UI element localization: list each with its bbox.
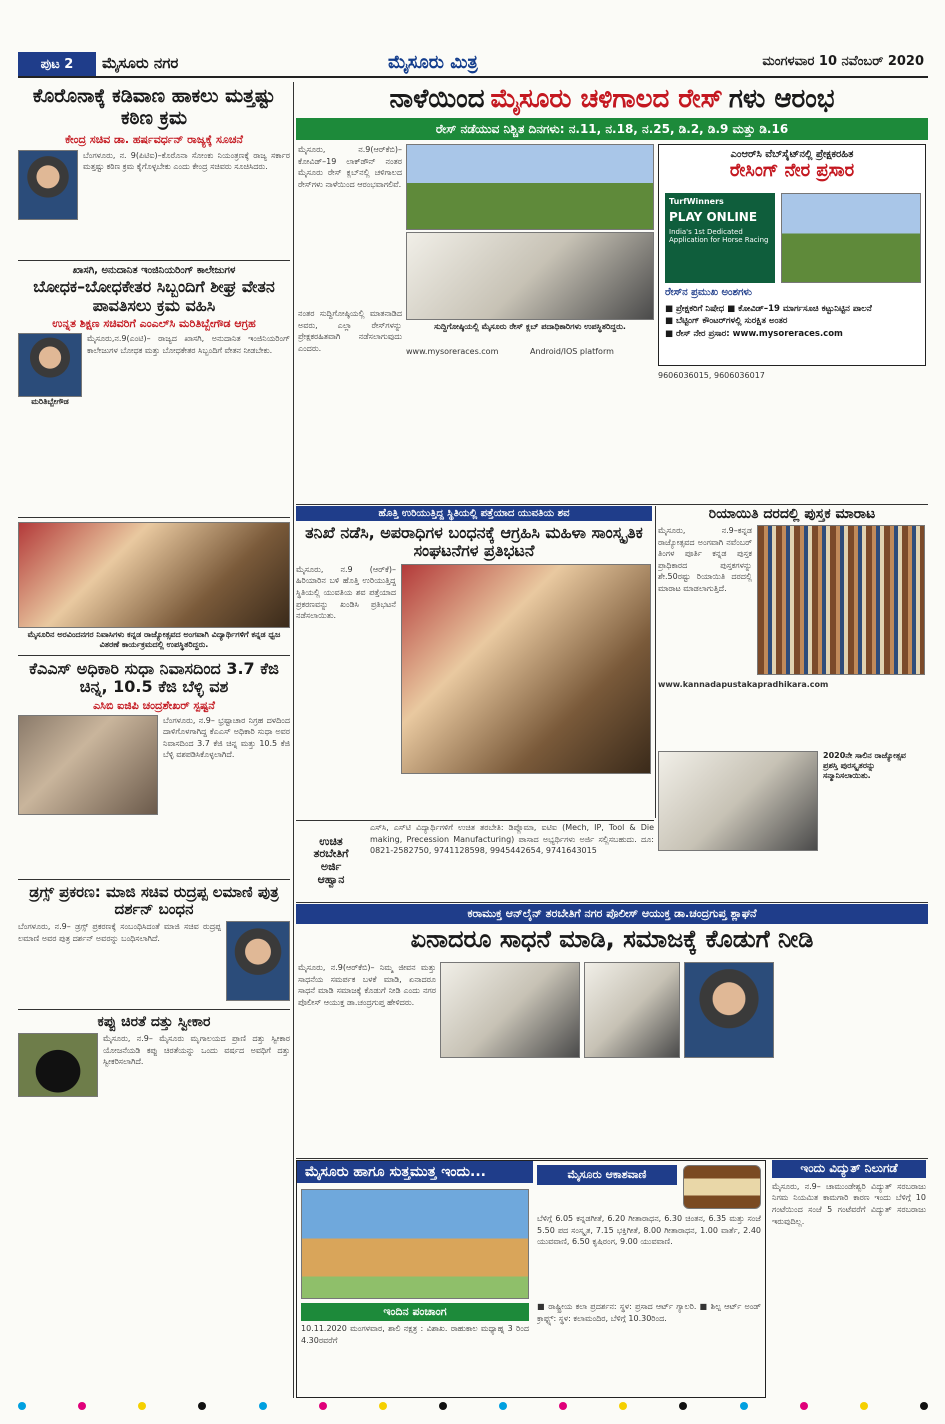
protest-photo — [401, 564, 651, 774]
training-title-line: ಅರ್ಜಿ — [320, 860, 342, 873]
mla-photo-caption: ಮರಿತಿಬ್ಬೇಗೌಡ — [31, 396, 69, 406]
newspaper-name: ಮೈಸೂರು ಮಿತ್ರ — [388, 52, 478, 73]
registration-dot — [319, 1402, 327, 1410]
panther-headline: ಕಪ್ಪು ಚಿರತೆ ದತ್ತು ಸ್ವೀಕಾರ — [97, 1014, 211, 1031]
events-body: ■ ರಾಷ್ಟ್ರೀಯ ಕಲಾ ಪ್ರದರ್ಶನ: ಸ್ಥಳ: ಪ್ರಸಾದ ಆರ್ಟ್ ಗ್ಯಾಲರಿ. ■ ಶಿಲ್ಪ ಆರ್ಟ್ ಅಂಡ್ ಕ್ರಾಫ್ಟ್ಸ್: ಸ್ಥಳ: ಕಲಾಮಂದಿರ, ಬೆಳಿಗ್ಗೆ 10.30ರಿಂದ. — [537, 1302, 761, 1323]
protest-body: ಮೈಸೂರು, ನ.9 (ಆರ್‌ಕೆ)– ಹಿರಿಯಾರಿನ ಬಳಿ ಹೊತ್ತಿ ಉರಿಯುತ್ತಿದ್ದ ಸ್ಥಿತಿಯಲ್ಲಿ ಯುವತಿಯ ಶವ ಪತ್ತೆಯಾದ ಪ್ರಕರಣವನ್ನು ಖಂಡಿಸಿ ಪ್ರತಿಭಟನೆ ನಡೆಸಲಾಯಿತು. — [296, 564, 396, 621]
race-app-label: Android/IOS platform — [530, 347, 614, 356]
training-title-line: ತರಬೇತಿಗೆ — [313, 847, 349, 861]
race-press-meet-photo — [406, 232, 654, 320]
training-title-line: ಆಹ್ವಾನ — [317, 872, 345, 886]
award-caption: 2020ನೇ ಸಾಲಿನ ರಾಜ್ಯೋತ್ಸವ ಪ್ರಶಸ್ತಿ ಪುರಸ್ಕೃತರನ್ನು ಸನ್ಮಾನಿಸಲಾಯಿತು. — [823, 750, 906, 781]
issue-date: ಮಂಗಳವಾರ 10 ನವೆಂಬರ್ 2020 — [762, 54, 924, 69]
teachers-headline: ಬೋಧಕ–ಬೋಧಕೇತರ ಸಿಬ್ಬಂದಿಗೆ ಶೀಘ್ರ ವೇತನ ಪಾವತಿಸಲು ಕ್ರಮ ವಹಿಸಿ — [33, 277, 275, 315]
training-body: ಎಸ್‌ಸಿ, ಎಸ್‌ಟಿ ವಿದ್ಯಾರ್ಥಿಗಳಿಗೆ ಉಚಿತ ತರಬೇತಿ: ಡಿಪ್ಲೊಮಾ, ಐಟಿಐ (Mech, IP, Tool & Die making, Precession Manufacturing) ಪಾಸಾದ ಅಭ್ಯರ್ಥಿಗಳು ಅರ್ಜಿ ಸಲ್ಲಿಸಬಹುದು. ದೂ: 0821-2582750, 9741128598, 9945442654, 9741643015 — [370, 823, 654, 856]
race-contact: 9606036015, 9606036017 — [658, 371, 765, 380]
radio-title: ಮೈಸೂರು ಆಕಾಶವಾಣಿ — [537, 1165, 677, 1185]
corona-headline: ಕೊರೊನಾಕ್ಕೆ ಕಡಿವಾಣ ಹಾಕಲು ಮತ್ತಷ್ಟು ಕಠಿಣ ಕ್ರಮ — [32, 85, 276, 129]
power-cut-box — [772, 1160, 926, 1398]
minister-photo — [18, 150, 78, 220]
registration-dot — [379, 1402, 387, 1410]
race-headline-part-a: ನಾಳೆಯಿಂದ — [389, 83, 485, 114]
race-feature-item: ■ ಪ್ರೇಕ್ಷಕರಿಗೆ ನಿಷೇಧ ■ ಕೋವಿಡ್–19 ಮಾರ್ಗಸೂಚಿ ಕಟ್ಟುನಿಟ್ಟಿನ ಪಾಲನೆ — [665, 304, 872, 314]
turfwinners-tagline: India's 1st Dedicated Application for Horse Racing — [669, 228, 769, 244]
race-web-line: www.mysoreraces.com — [406, 347, 499, 356]
race-feature-item: ■ ರೇಸ್ ನೇರ ಪ್ರಸಾರ: www.mysoreraces.com — [665, 328, 843, 339]
police-photo-2 — [584, 962, 680, 1058]
books-headline: ರಿಯಾಯಿತಿ ದರದಲ್ಲಿ ಪುಸ್ತಕ ಮಾರಾಟ — [708, 506, 876, 522]
corona-body: ಬೆಂಗಳೂರು, ನ. 9(ಪಿಟಿಐ)–ಕೊರೊನಾ ಸೋಂಕು ನಿಯಂತ್ರಣಕ್ಕೆ ರಾಜ್ಯ ಸರ್ಕಾರ ಮತ್ತಷ್ಟು ಕಠಿಣ ಕ್ರಮ ಕೈಗೊಳ್ಳಬೇಕು ಎಂದು ಕೇಂದ್ರ ಸಚಿವರು ಸೂಚಿಸಿದರು. — [83, 150, 290, 172]
police-body: ಮೈಸೂರು, ನ.9(ಆರ್‌ಕೆಬಿ)– ನಿಮ್ಮ ಜೀವನ ಮತ್ತು ಸಾಧನೆಯ ಸಮರ್ಪಕ ಬಳಕೆ ಮಾಡಿ, ಏನಾದರೂ ಸಾಧನೆ ಮಾಡಿ ಸಮಾಜಕ್ಕೆ ಕೊಡುಗೆ ನೀಡಿ ಎಂದು ನಗರ ಪೊಲೀಸ್ ಆಯುಕ್ತ ಡಾ.ಚಂದ್ರಗುಪ್ತ ಹೇಳಿದರು. — [298, 963, 436, 1007]
protest-headline: ತನಿಖೆ ನಡೆಸಿ, ಅಪರಾಧಿಗಳ ಬಂಧನಕ್ಕೆ ಆಗ್ರಹಿಸಿ ಮಹಿಳಾ ಸಾಂಸ್ಕೃತಿಕ ಸಂಘಟನೆಗಳ ಪ್ರತಿಭಟನೆ — [305, 523, 643, 561]
registration-dot — [860, 1402, 868, 1410]
race-poster-photo — [406, 144, 654, 230]
race-features-title: ರೇಸ್‌ನ ಪ್ರಮುಖ ಅಂಶಗಳು — [665, 287, 752, 298]
kas-headline: ಕೆಎಎಸ್ ಅಧಿಕಾರಿ ಸುಧಾ ನಿವಾಸದಿಂದ 3.7 ಕೆಜಿ ಚಿನ್ನ, 10.5 ಕೆಜಿ ಬೆಳ್ಳಿ ವಶ — [29, 658, 279, 697]
power-cut-title: ಇಂದು ವಿದ್ಯುತ್ ನಿಲುಗಡೆ — [772, 1160, 926, 1178]
radio-icon — [683, 1165, 761, 1209]
turfwinners-ad — [665, 193, 775, 283]
registration-dot — [198, 1402, 206, 1410]
registration-dot — [18, 1402, 26, 1410]
race-ad-box — [658, 144, 926, 366]
police-kicker: ಕರಾಮುಕ್ತ ಆನ್‌ಲೈನ್ ತರಬೇತಿಗೆ ನಗರ ಪೊಲೀಸ್ ಆಯುಕ್ತ ಡಾ.ಚಂದ್ರಗುಪ್ತ ಶ್ಲಾಘನೆ — [296, 904, 928, 924]
training-title-line: ಉಚಿತ — [319, 834, 343, 848]
registration-dot — [439, 1402, 447, 1410]
race-ad-title-small: ಎಂಆರ್‌ಸಿ ವೆಬ್‌ಸೈಟ್‌ನಲ್ಲಿ ಪ್ರೇಕ್ಷಕರಹಿತ — [730, 149, 854, 160]
race-features-list — [665, 303, 921, 340]
turfwinners-brand: TurfWinners — [669, 197, 724, 206]
kas-subhead: ಎಸಿಬಿ ಐಜಿಪಿ ಚಂದ್ರಶೇಖರ್ ಸ್ಪಷ್ಟನೆ — [93, 698, 215, 712]
left-column — [18, 82, 290, 1400]
raid-photo — [18, 715, 158, 815]
protest-story — [296, 506, 652, 818]
police-photo-1 — [440, 962, 580, 1058]
registration-dots — [18, 1400, 928, 1412]
race-headline-part-b: ಮೈಸೂರು ಚಳಿಗಾಲದ ರೇಸ್ — [490, 83, 723, 114]
panchanga-body: 10.11.2020 ಮಂಗಳವಾರ, ಶಾಲಿ ನಕ್ಷತ್ರ : ವಿಶಾಖ. ರಾಹುಕಾಲ ಮಧ್ಯಾಹ್ನ 3 ರಿಂದ 4.30ರವರೆಗೆ — [301, 1324, 529, 1345]
panther-body: ಮೈಸೂರು, ನ.9– ಮೈಸೂರು ಮೃಗಾಲಯದ ಪ್ರಾಣಿ ದತ್ತು ಸ್ವೀಕಾರ ಯೋಜನೆಯಡಿ ಕಪ್ಪು ಚಿರತೆಯನ್ನು ಒಂದು ವರ್ಷದ ಅವಧಿಗೆ ದತ್ತು ಸ್ವೀಕರಿಸಲಾಗಿದೆ. — [103, 1034, 290, 1067]
drugs-headline: ಡ್ರಗ್ಸ್ ಪ್ರಕರಣ: ಮಾಜಿ ಸಚಿವ ರುದ್ರಪ್ಪ ಲಮಾಣಿ ಪುತ್ರ ದರ್ಶನ್ ಬಂಧನ — [29, 882, 279, 918]
registration-dot — [619, 1402, 627, 1410]
registration-dot — [259, 1402, 267, 1410]
rajyotsava-photo — [18, 522, 290, 628]
jockey-photo — [781, 193, 921, 283]
darshan-photo — [226, 921, 290, 1001]
rajyotsava-caption: ಮೈಸೂರಿನ ಅರವಿಂದನಗರ ನಿವಾಸಿಗಳು ಕನ್ನಡ ರಾಜ್ಯೋತ್ಸವದ ಅಂಗವಾಗಿ ವಿದ್ಯಾರ್ಥಿಗಳಿಗೆ ಕನ್ನಡ ಧ್ವಜ ವಿತರಣೆ ಕಾರ್ಯಕ್ರಮದಲ್ಲಿ ಉಪಸ್ಥಿತರಿದ್ದರು. — [27, 629, 281, 650]
power-cut-body: ಮೈಸೂರು, ನ.9– ಚಾಮುಂಡೇಶ್ವರಿ ವಿದ್ಯುತ್ ಸರಬರಾಜು ನಿಗಮ ನಿಯಮಿತ ಕಾಮಗಾರಿ ಕಾರಣ ಇಂದು ಬೆಳಿಗ್ಗೆ 10 ಗಂಟೆಯಿಂದ ಸಂಜೆ 5 ಗಂಟೆವರೆಗೆ ವಿದ್ಯುತ್ ಸರಬರಾಜು ಇರುವುದಿಲ್ಲ. — [772, 1181, 926, 1226]
protest-kicker: ಹೊತ್ತಿ ಉರಿಯುತ್ತಿದ್ದ ಸ್ಥಿತಿಯಲ್ಲಿ ಪತ್ತೆಯಾದ ಯುವತಿಯ ಶವ — [296, 506, 652, 521]
books-site: www.kannadapustakapradhikara.com — [658, 680, 829, 690]
registration-dot — [138, 1402, 146, 1410]
today-box — [296, 1160, 766, 1398]
section-name: ಮೈಸೂರು ನಗರ — [102, 54, 179, 72]
books-story — [658, 506, 926, 900]
kas-body: ಬೆಂಗಳೂರು, ನ.9– ಭ್ರಷ್ಟಾಚಾರ ನಿಗ್ರಹ ದಳದಿಂದ ದಾಳಿಗೊಳಗಾಗಿದ್ದ ಕೆಎಎಸ್ ಅಧಿಕಾರಿ ಸುಧಾ ಅವರ ನಿವಾಸದಿಂದ 3.7 ಕೆಜಿ ಚಿನ್ನ ಮತ್ತು 10.5 ಕೆಜಿ ಬೆಳ್ಳಿ ವಶಪಡಿಸಿಕೊಳ್ಳಲಾಗಿದೆ. — [163, 715, 290, 760]
books-body: ಮೈಸೂರು, ನ.9–ಕನ್ನಡ ರಾಜ್ಯೋತ್ಸವದ ಅಂಗವಾಗಿ ನವೆಂಬರ್ ತಿಂಗಳ ಪೂರ್ತಿ ಕನ್ನಡ ಪುಸ್ತಕ ಪ್ರಾಧಿಕಾರದ ಪುಸ್ತಕಗಳನ್ನು ಶೇ.50ರಷ್ಟು ರಿಯಾಯಿತಿ ದರದಲ್ಲಿ ಮಾರಾಟ ಮಾಡಲಾಗುತ್ತಿದೆ. — [658, 526, 752, 594]
turfwinners-play-online: PLAY ONLINE — [669, 210, 758, 224]
training-title — [296, 822, 366, 900]
registration-dot — [800, 1402, 808, 1410]
page-number-badge: ಪುಟ 2 — [18, 52, 96, 76]
bookstall-photo — [757, 525, 925, 675]
radio-body: ಬೆಳಿಗ್ಗೆ 6.05 ಕನ್ನಡಗೀತೆ, 6.20 ಗೀತಾರಾಧನ, 6.30 ಚಿಂತನ, 6.35 ಮತ್ತು ಸಂಜೆ 5.50 ಪದ ಸಂಸ್ಕೃತ, 7.15 ಭಕ್ತಿಗೀತೆ, 8.00 ಗೀತಾರಾಧನ, 1.00 ವಾರ್ತೆ, 2.40 ಯುವವಾಣಿ, 6.50 ಕೃಷಿರಂಗ, 9.00 ಯುವವಾಣಿ. — [537, 1214, 761, 1247]
masthead — [18, 48, 928, 78]
police-headline: ಏನಾದರೂ ಸಾಧನೆ ಮಾಡಿ, ಸಮಾಜಕ್ಕೆ ಕೊಡುಗೆ ನೀಡಿ — [410, 925, 814, 953]
mla-photo — [18, 333, 82, 397]
registration-dot — [920, 1402, 928, 1410]
registration-dot — [740, 1402, 748, 1410]
award-photo — [658, 751, 818, 851]
race-dates-bar: ರೇಸ್ ನಡೆಯುವ ನಿಶ್ಚಿತ ದಿನಗಳು: ನ.11, ನ.18, ನ.25, ಡಿ.2, ಡಿ.9 ಮತ್ತು ಡಿ.16 — [296, 118, 928, 140]
registration-dot — [679, 1402, 687, 1410]
race-ad-title-big: ರೇಸಿಂಗ್ ನೇರ ಪ್ರಸಾರ — [729, 160, 855, 181]
race-body-2: ನಂತರ ಸುದ್ದಿಗೋಷ್ಠಿಯಲ್ಲಿ ಮಾತನಾಡಿದ ಅವರು, ಎಲ್ಲಾ ರೇಸ್‌ಗಳನ್ನು ಪ್ರೇಕ್ಷಕರಹಿತವಾಗಿ ನಡೆಸಲಾಗುವುದು ಎಂದರು. — [298, 309, 402, 353]
race-feature-item: ■ ಬೆಟ್ಟಿಂಗ್ ಕೌಂಟರ್‌ಗಳಲ್ಲಿ ಸುರಕ್ಷಿತ ಅಂತರ — [665, 316, 788, 327]
race-photo-caption: ಸುದ್ದಿಗೋಷ್ಠಿಯಲ್ಲಿ ಮೈಸೂರು ರೇಸ್ ಕ್ಲಬ್ ಪದಾಧಿಕಾರಿಗಳು ಉಪಸ್ಥಿತರಿದ್ದರು. — [434, 322, 626, 331]
palace-photo — [301, 1189, 529, 1299]
panchanga-title: ಇಂದಿನ ಪಂಚಾಂಗ — [301, 1303, 529, 1321]
registration-dot — [559, 1402, 567, 1410]
drugs-body: ಬೆಂಗಳೂರು, ನ.9– ಡ್ರಗ್ಸ್ ಪ್ರಕರಣಕ್ಕೆ ಸಂಬಂಧಿಸಿದಂತೆ ಮಾಜಿ ಸಚಿವ ರುದ್ರಪ್ಪ ಲಮಾಣಿ ಅವರ ಪುತ್ರ ದರ್ಶನ್ ಅವರನ್ನು ಬಂಧಿಸಲಾಗಿದೆ. — [18, 922, 221, 943]
race-headline — [296, 82, 928, 116]
race-headline-part-c: ಗಳು ಆರಂಭ — [728, 83, 835, 114]
race-body-1: ಮೈಸೂರು, ನ.9(ಆರ್‌ಕೆಬಿ)– ಕೋವಿಡ್–19 ಲಾಕ್‌ಡೌನ್ ನಂತರ ಮೈಸೂರು ರೇಸ್ ಕ್ಲಬ್‌ನಲ್ಲಿ ಚಳಿಗಾಲದ ರೇಸ್‌ಗಳು ನಾಳೆಯಿಂದ ಆರಂಭವಾಗಲಿವೆ. — [298, 145, 402, 189]
police-body-continued — [778, 962, 926, 1154]
today-title: ಮೈಸೂರು ಹಾಗೂ ಸುತ್ತಮುತ್ತ ಇಂದು... — [297, 1161, 533, 1183]
registration-dot — [78, 1402, 86, 1410]
teachers-body: ಮೈಸೂರು,ನ.9(ಎಂಟಿ)– ರಾಜ್ಯದ ಖಾಸಗಿ, ಅನುದಾನಿತ ಇಂಜಿನಿಯರಿಂಗ್ ಕಾಲೇಜುಗಳ ಬೋಧಕ ಮತ್ತು ಬೋಧಕೇತರ ಸಿಬ್ಬಂದಿಗೆ ವೇತನ ನೀಡಬೇಕು. — [87, 333, 290, 355]
commissioner-photo — [684, 962, 774, 1058]
corona-subhead: ಕೇಂದ್ರ ಸಚಿವ ಡಾ. ಹರ್ಷವರ್ಧನ್ ರಾಜ್ಯಕ್ಕೆ ಸೂಚನೆ — [65, 132, 243, 146]
teachers-kicker: ಖಾಸಗಿ, ಅನುದಾನಿತ ಇಂಜಿನಿಯರಿಂಗ್ ಕಾಲೇಜುಗಳ — [72, 264, 236, 276]
teachers-subhead: ಉನ್ನತ ಶಿಕ್ಷಣ ಸಚಿವರಿಗೆ ಎಂಎಲ್‌ಸಿ ಮರಿತಿಬ್ಬೇಗೌಡ ಆಗ್ರಹ — [52, 316, 256, 330]
panther-photo — [18, 1033, 98, 1097]
registration-dot — [499, 1402, 507, 1410]
